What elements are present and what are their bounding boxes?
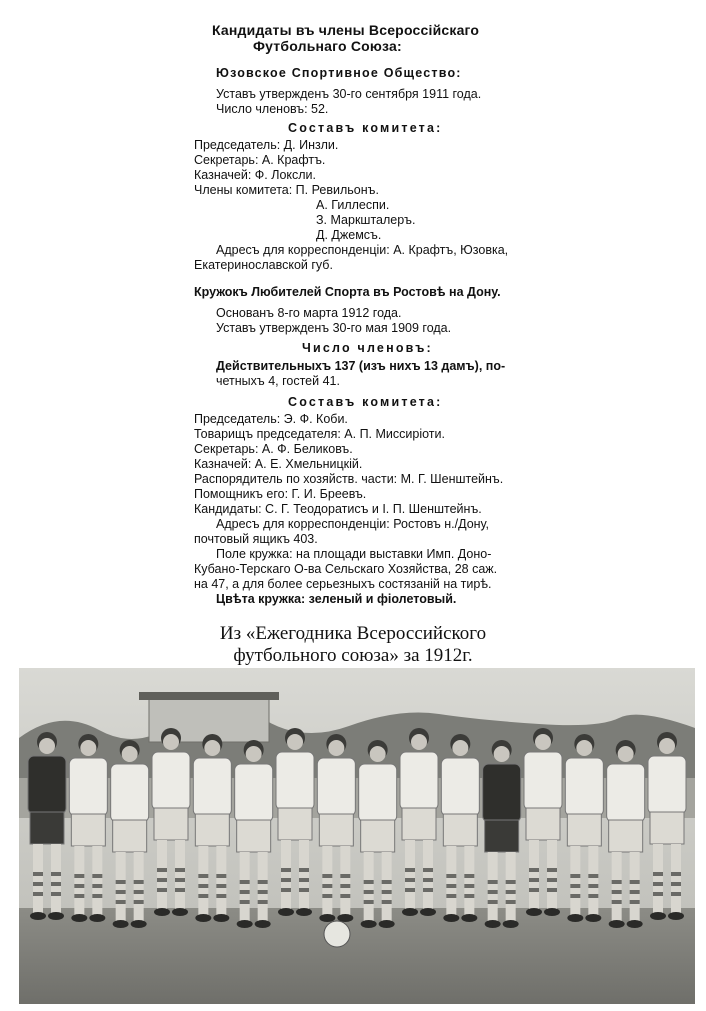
club2-candidates: Кандидаты: С. Г. Теодоратисъ и І. П. Шенштейнъ.	[194, 502, 482, 516]
club1-members-label: Члены комитета: П. Ревильонъ.	[194, 183, 379, 197]
club2-founded: Основанъ 8-го марта 1912 года.	[216, 306, 402, 320]
club2-treasurer: Казначей: А. Е. Хмельницкій.	[194, 457, 363, 471]
club2-chairman: Председатель: Э. Ф. Коби.	[194, 412, 348, 426]
club2-field3: на 47, а для более серьезныхъ состязаній на тирѣ.	[194, 577, 492, 591]
club1-name: Юзовское Спортивное Общество:	[216, 66, 462, 80]
club2-members2: четныхъ 4, гостей 41.	[216, 374, 340, 388]
club2-steward: Распорядитель по хозяйств. части: М. Г. Шенштейнъ.	[194, 472, 504, 486]
club1-address2: Екатеринославской губ.	[194, 258, 333, 272]
club1-chairman: Председатель: Д. Инзли.	[194, 138, 339, 152]
club1-secretary: Секретарь: А. Крафтъ.	[194, 153, 326, 167]
club2-charter: Уставъ утвержденъ 30-го мая 1909 года.	[216, 321, 452, 335]
club2-colors: Цвѣта кружка: зеленый и фіолетовый.	[216, 592, 457, 606]
club2-name: Кружокъ Любителей Спорта въ Ростовѣ на Дону.	[194, 285, 501, 299]
club2-field1: Поле кружка: на площади выставки Имп. Доно-	[216, 547, 492, 561]
club1-committee-heading: Составъ комитета:	[288, 121, 443, 135]
club2-members1: Действительныхъ 137 (изъ нихъ 13 дамъ), по-	[216, 359, 506, 373]
caption-line2: футбольного союза» за 1912г.	[233, 645, 473, 666]
club2-assistant: Помощникъ его: Г. И. Бреевъ.	[194, 487, 367, 501]
club1-member4: Д. Джемсъ.	[316, 228, 382, 242]
club1-charter: Уставъ утвержденъ 30-го сентября 1911 года.	[216, 87, 482, 101]
club1-treasurer: Казначей: Ф. Локсли.	[194, 168, 317, 182]
doc-title-line1: Кандидаты въ члены Всероссійскаго	[212, 22, 480, 38]
club1-members: Число членовъ: 52.	[216, 102, 329, 116]
club1-address1: Адресъ для корреспонденціи: А. Крафтъ, Юзовка,	[216, 243, 509, 257]
club2-committee-heading: Составъ комитета:	[288, 395, 443, 409]
team-photo	[19, 668, 695, 1004]
club2-members-heading: Число членовъ:	[302, 341, 433, 355]
club2-address2: почтовый ящикъ 403.	[194, 532, 318, 546]
club1-member3: З. Маркшталеръ.	[316, 213, 416, 227]
photo-football	[324, 921, 350, 947]
caption-line1: Из «Ежегодника Всероссийского	[219, 623, 487, 644]
club2-field2: Кубано-Терскаго О-ва Сельскаго Хозяйства, 28 саж.	[194, 562, 498, 576]
club2-address1: Адресъ для корреспонденціи: Ростовъ н./Дону,	[216, 517, 490, 531]
club2-secretary: Секретарь: А. Ф. Беликовъ.	[194, 442, 353, 456]
club2-vice: Товарищъ председателя: А. П. Миссиріоти.	[194, 427, 445, 441]
doc-title-line2: Футбольнаго Союза:	[253, 38, 402, 54]
team-photo-image	[19, 668, 695, 1004]
photo-stand-roof	[139, 692, 279, 700]
club1-member2: А. Гиллеспи.	[316, 198, 390, 212]
